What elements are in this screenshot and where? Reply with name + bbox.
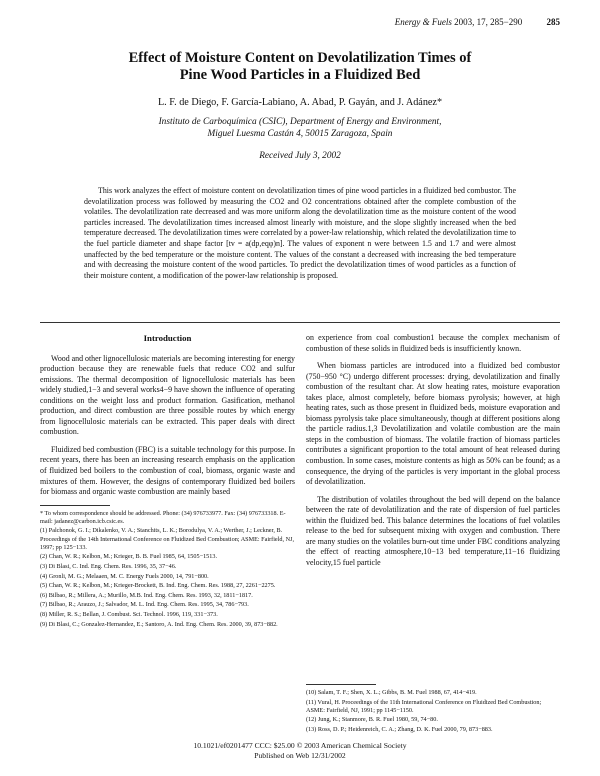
body-paragraph: on experience from coal combustion1 because the complex mechanism of combustion of these solids in fluidized beds is insufficiently known. (306, 333, 560, 353)
footnote: (1) Palchonok, G. I.; Dikalenko, V. A.; Stanchits, L. K.; Borodulya, V. A.; Werther, J.; Leckner, B. Proceedings of the 14th International Conference on Fluidized Bed Combustion; ASME: Fairfield, NJ, 1997; pp 125−133. (40, 527, 294, 551)
footnote-divider (40, 505, 110, 506)
journal-name: Energy & Fuels (394, 17, 452, 27)
affiliation-line-2: Miguel Luesma Castán 4, 50015 Zaragoza, Spain (207, 129, 393, 139)
received-date: Received July 3, 2002 (259, 151, 341, 161)
doi-line: 10.1021/ef0201477 CCC: $25.00 © 2003 American Chemical Society (193, 741, 407, 750)
title-line-2: Pine Wood Particles in a Fluidized Bed (179, 67, 421, 83)
left-column (40, 333, 295, 630)
footnote: (2) Chan, W. R.; Kelbon, M.; Krieger, B. B. Fuel 1985, 64, 1505−1513. (40, 553, 217, 561)
right-column (306, 333, 560, 575)
abstract-divider (40, 322, 560, 323)
footnotes-left (40, 510, 295, 629)
title-line-1: Effect of Moisture Content on Devolatilization Times of (128, 50, 472, 66)
section-heading: Introduction (143, 333, 192, 343)
publication-footer (40, 741, 560, 760)
body-paragraph: Wood and other lignocellulosic materials are becoming interesting for energy production because they are renewable fuels that reduce CO2 and sulfur emissions. The thermal decomposition of lignocellulosic materials has been widely studied,1−3 and several works4−9 have shown the influence of operating conditions on the weight loss and product formation. Gasification, methanol production, and direct combustion are three possible routes by which energy from lignocellulosic materials can be extracted. This paper deals with direct combustion. (40, 353, 295, 437)
footnote: * To whom correspondence should be addressed. Phone: (34) 976733977. Fax: (34) 976733318. E-mail: jadanez@carbon.icb.csic.es. (40, 509, 286, 525)
affiliation (40, 116, 560, 140)
footnote: (12) Jung, K.; Stanmore, B. R. Fuel 1980, 59, 74−80. (306, 716, 438, 724)
footnote: (11) Vural, H. Proceedings of the 11th International Conference on Fluidized Bed Combustion; ASME: Fairfield, NJ, 1991; pp 1145−1150. (306, 698, 542, 714)
affiliation-line-1: Instituto de Carboquímica (CSIC), Department of Energy and Environment, (158, 117, 442, 127)
footnote: (13) Ross, D. P.; Heidenreich, C. A.; Zhang, D. K. Fuel 2000, 79, 873−883. (306, 725, 493, 733)
footnote: (3) Di Blasi, C. Ind. Eng. Chem. Res. 1996, 35, 37−46. (40, 563, 177, 571)
author-list: L. F. de Diego, F. García-Labiano, A. Abad, P. Gayán, and J. Adánez* (157, 97, 443, 108)
body-paragraph: Fluidized bed combustion (FBC) is a suitable technology for this purpose. In recent years, there has been an increasing research emphasis on the application of fluidized bed boilers to the combustion of coal, biomass, organic waste and mixtures of them. However, the designs of contemporary fluidized bed boilers for biomass and organic waste combustion are mainly based (40, 444, 295, 497)
body-paragraph: The distribution of volatiles throughout the bed will depend on the balance between the rate of devolatilization and the rate of dispersion of fuel particles within the fluidized bed. This balance determines the locations of fuel volatiles release to the bed for subsequent mixing with oxygen and combustion. There are many studies on the volatiles burn-out time under FBC conditions analyzing the effect of reacting atmosphere,10−13 bed temperature,11−16 fluidizing velocity,15 fuel particle (306, 494, 560, 567)
footnote: (5) Chan, W. R.; Kelbon, M.; Krieger-Brockett, B. Ind. Eng. Chem. Res. 1988, 27, 2261−2275. (40, 582, 276, 590)
footnote: (6) Bilbao, R.; Millera, A.; Murillo, M.B. Ind. Eng. Chem. Res. 1993, 32, 1811−1817. (40, 591, 253, 599)
body-paragraph: When biomass particles are introduced into a fluidized bed combustor (750−950 °C) undergo different processes: drying, devolatilization and finally combustion of the resultant char. At slow heating rates, moisture evaporation takes place, almost completely, before biomass pyrolysis; however, at high heating rates, such as those present in fluidized beds, moisture evaporation and biomass pyrolysis take place simultaneously, though at different positions along the particle radius.1,3 Devolatilization and volatile combustion are the main steps in the combustion of biomass. The volatile fraction of biomass particles contributes a significant proportion to the total amount of heat released during combustion. In some cases, moisture contents as high as 50% can be found; as a consequence, the drying of the particles is very important in the global process of devolatilization. (306, 361, 560, 487)
footnotes-right (306, 680, 560, 736)
footnote: (9) Di Blasi, C.; Gonzalez-Hernandez, E.; Santoro, A. Ind. Eng. Chem. Res. 2000, 39, 873−882. (40, 620, 278, 628)
article-title (50, 50, 550, 84)
footnote: (7) Bilbao, R.; Arauzo, J.; Salvador, M. L. Ind. Eng. Chem. Res. 1995, 34, 786−793. (40, 601, 249, 609)
footnote-divider (306, 684, 376, 685)
footnote: (10) Salam, T. F.; Shen, X. L.; Gibbs, B. M. Fuel 1988, 67, 414−419. (306, 689, 477, 696)
published-date: Published on Web 12/31/2002 (254, 750, 346, 760)
journal-citation: 2003, 17, 285−290 (454, 17, 523, 27)
abstract: This work analyzes the effect of moisture content on devolatilization times of pine wood particles in a fluidized bed combustor. The devolatilization process was followed by measuring the CO2 and O2 concentrations obtained after the complete combustion of the volatiles. The devolatilization rate decreased and was more uniform along the devolatilization time as the moisture content of the wood particles increased. The devolatilization times increased almost linearly with moisture, and the slope slightly increased when the bed temperature decreased. The devolatilization times were correlated by a power-law relationship, which related the devolatilization time to the fuel particle diameter and shape factor [tv = a(dp,eqφ)n]. The values of exponent n were between 1.5 and 1.7 and were almost unaffected by the bed temperature or the moisture content. The values of the constant a decreased with increasing the bed temperature and with decreasing the moisture content of the wood particles. To predict the devolatilization times of wood particles as a function of their moisture content, a modification of the power-law relationship is proposed. (84, 186, 516, 280)
running-header (395, 17, 560, 27)
footnote: (4) Gronli, M. G.; Melaaen, M. C. Energy Fuels 2000, 14, 791−800. (40, 572, 209, 580)
footnote: (8) Miller, R. S.; Bellan, J. Combust. Sci. Technol. 1996, 119, 331−373. (40, 611, 218, 619)
page-number: 285 (546, 17, 560, 27)
